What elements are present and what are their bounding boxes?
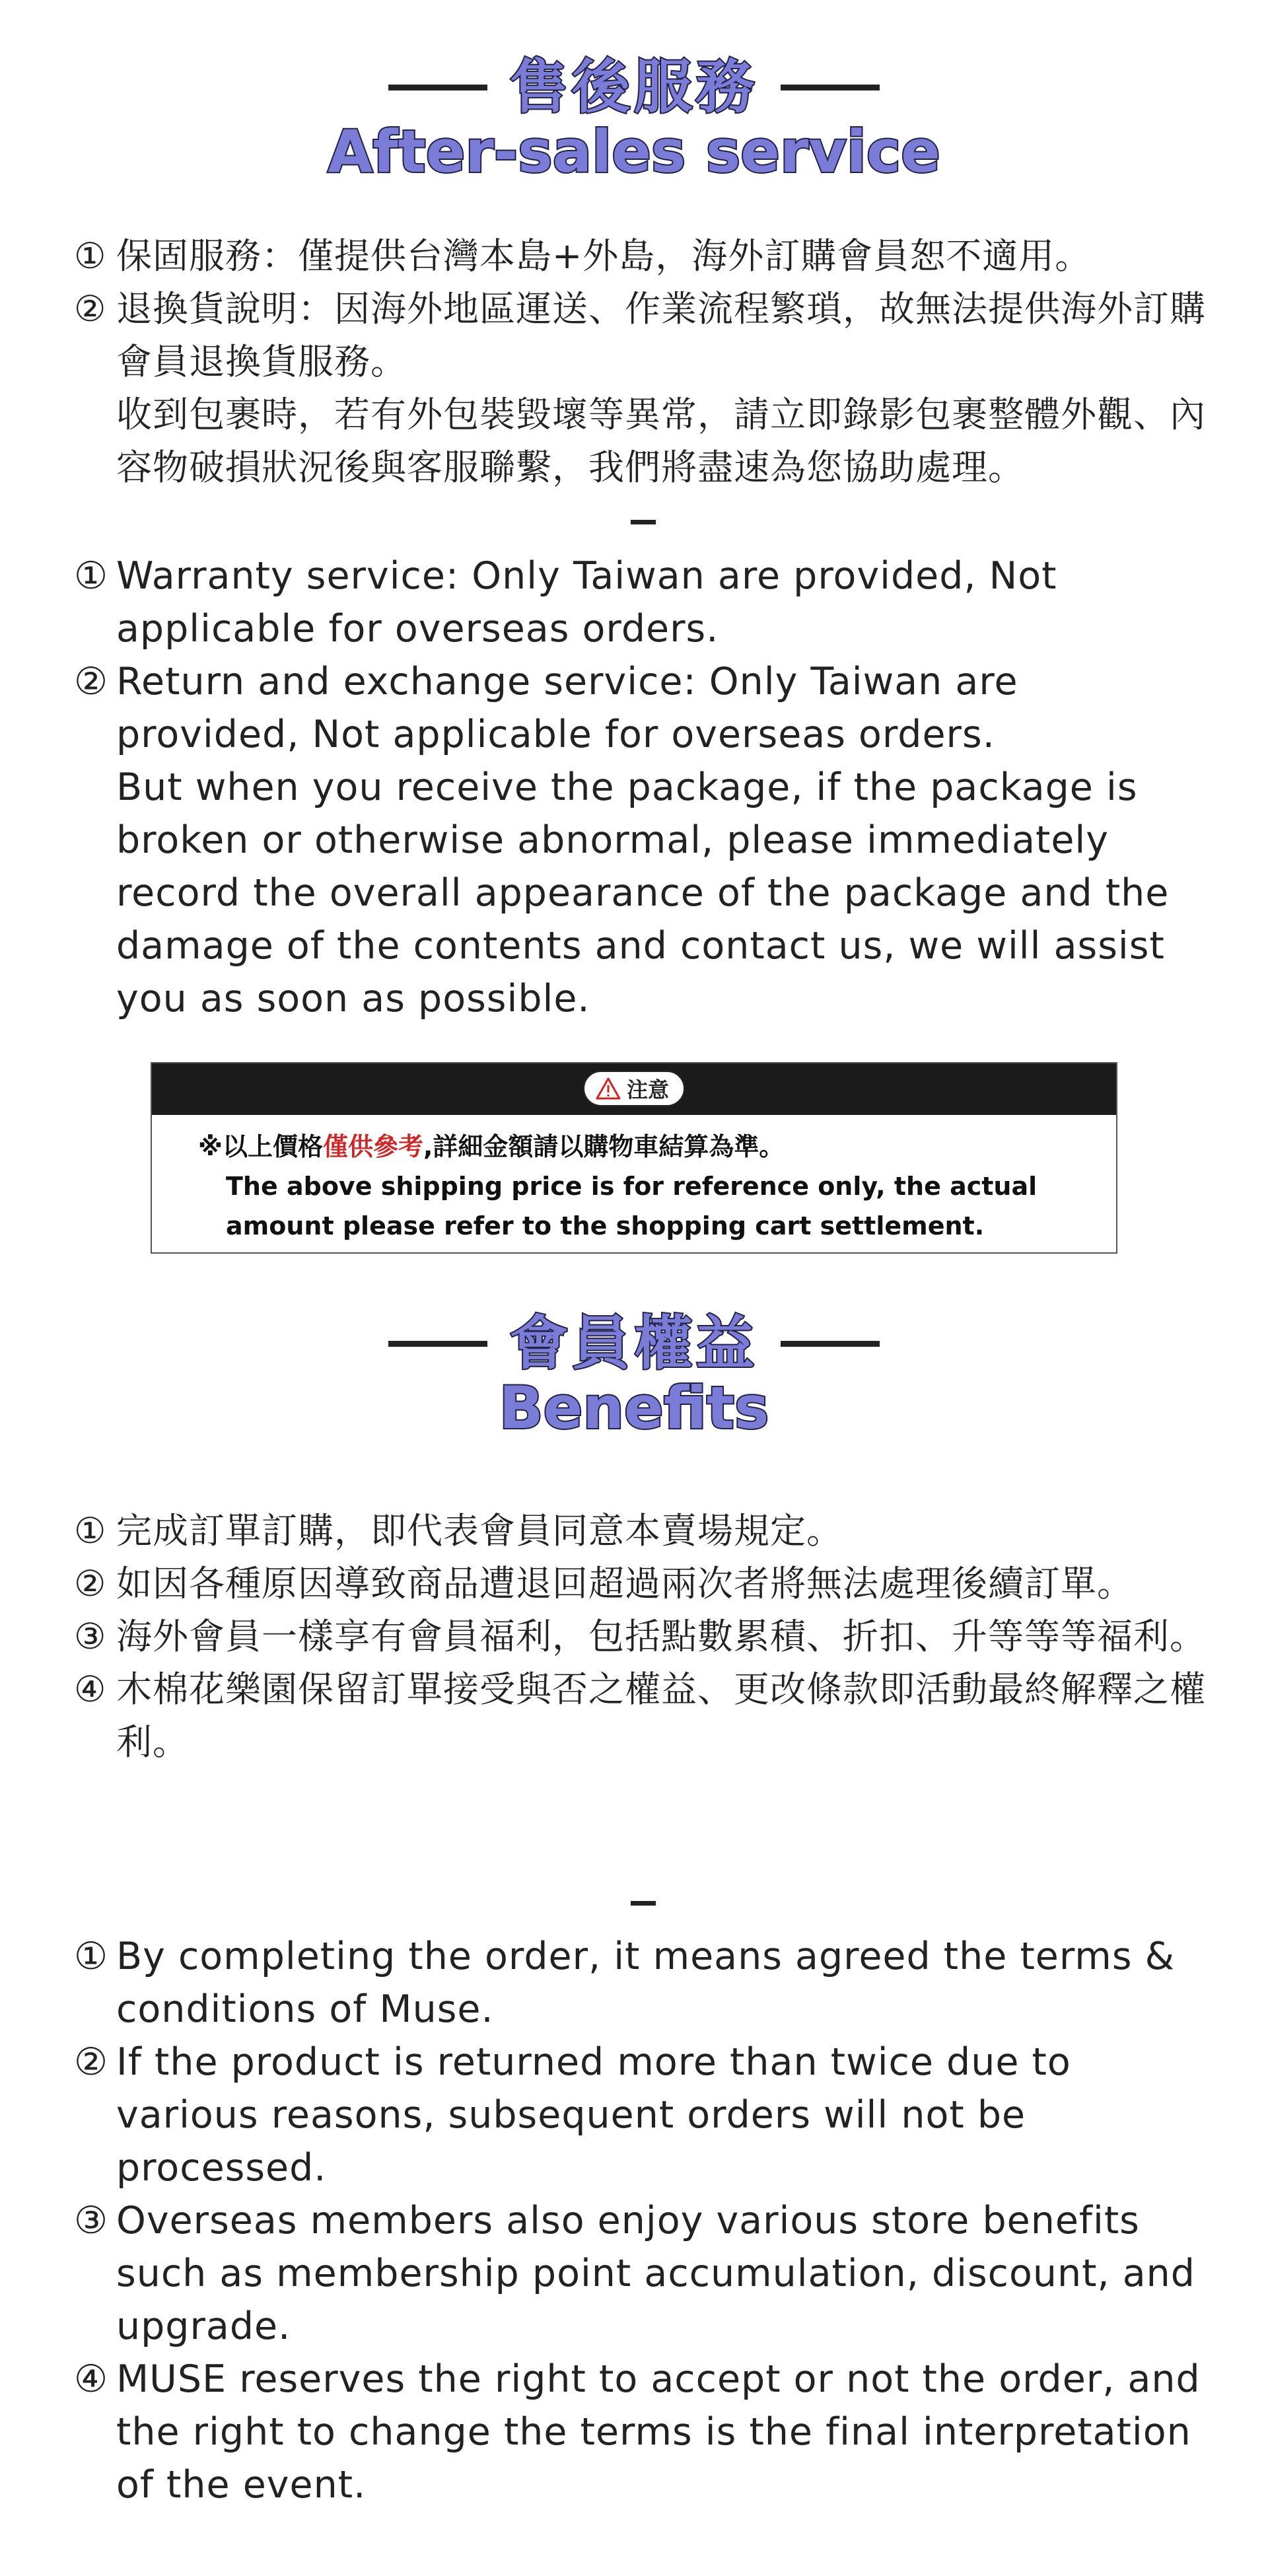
list-item <box>74 2353 1210 2511</box>
item-number: ① <box>74 554 109 598</box>
item-number: ② <box>74 660 109 703</box>
title-right-rule <box>781 1341 880 1347</box>
item-text: Warranty service: Only Taiwan are provided, Not applicable for overseas orders. <box>116 554 1057 651</box>
warning-icon <box>595 1077 621 1100</box>
after-sales-zh-list <box>74 230 1210 494</box>
list-item <box>74 230 1210 283</box>
notice-label: 注意 <box>626 1077 670 1102</box>
item-text: 退換貨說明：因海外地區運送、作業流程繁瑣，故無法提供海外訂購會員退換貨服務。 <box>116 288 1206 382</box>
notice-en-line-1: The above shipping price is for reference only, the actual <box>226 1172 1038 1201</box>
item-text: 保固服務：僅提供台灣本島+外島，海外訂購會員恕不適用。 <box>116 235 1092 277</box>
list-item <box>74 1610 1210 1663</box>
notice-en-line-2: amount please refer to the shopping cart settlement. <box>226 1211 985 1240</box>
separator-dash <box>631 1901 656 1906</box>
notice-zh-suffix: ,詳細金額請以購物車結算為準。 <box>423 1132 785 1161</box>
item-text: If the product is returned more than twice due to various reasons, subsequent orders will not be processed. <box>116 2040 1071 2190</box>
title-left-rule <box>388 85 487 90</box>
item-text: MUSE reserves the right to accept or not the order, and the right to change the terms is the final interpretation of the event. <box>116 2357 1201 2507</box>
notice-body <box>152 1115 1116 1246</box>
benefits-header <box>0 1309 1268 1442</box>
item-text: Return and exchange service: Only Taiwan are provided, Not applicable for overseas orders. <box>116 660 1018 756</box>
item-number: ② <box>74 1563 107 1604</box>
benefits-title-zh: 會員權益 <box>509 1309 758 1377</box>
item-text: 完成訂單訂購，即代表會員同意本賣場規定。 <box>116 1510 843 1552</box>
after-sales-title-zh: 售後服務 <box>509 53 758 121</box>
after-sales-title-en: After-sales service <box>328 118 940 186</box>
title-right-rule <box>781 85 880 90</box>
item-text: 海外會員一樣享有會員福利，包括點數累積、折扣、升等等等福利。 <box>116 1616 1206 1657</box>
title-left-rule <box>388 1341 487 1347</box>
notice-zh-prefix: ※以上價格 <box>198 1132 323 1161</box>
item-number: ④ <box>74 1668 107 1710</box>
item-text: 木棉花樂園保留訂單接受與否之權益、更改條款即活動最終解釋之權利。 <box>116 1668 1206 1763</box>
item-number: ② <box>74 288 107 330</box>
notice-zh-line <box>198 1127 1116 1166</box>
notice-badge <box>582 1070 686 1107</box>
list-item <box>74 283 1210 388</box>
item-text: Overseas members also enjoy various store benefits such as membership point accumulation, discount, and upgrade. <box>116 2199 1195 2348</box>
after-sales-en-list <box>74 550 1210 1025</box>
item-text: By completing the order, it means agreed the terms & conditions of Muse. <box>116 1935 1176 2031</box>
benefits-en-list <box>74 1930 1210 2511</box>
item-number: ② <box>74 2040 109 2084</box>
notice-box <box>151 1062 1117 1254</box>
benefits-zh-list <box>74 1505 1210 1769</box>
list-item <box>74 2194 1210 2353</box>
list-item <box>74 550 1210 655</box>
list-item <box>74 1663 1210 1769</box>
notice-header-bar <box>152 1063 1116 1115</box>
list-item <box>74 2036 1210 2194</box>
separator-dash <box>631 520 656 524</box>
after-sales-zh-note: 收到包裹時，若有外包裝毀壞等異常，請立即錄影包裹整體外觀、內容物破損狀況後與客服聯繫，我們將盡速為您協助處理。 <box>116 394 1206 488</box>
item-number: ① <box>74 235 107 277</box>
list-item <box>74 1505 1210 1557</box>
item-number: ③ <box>74 1616 107 1657</box>
item-number: ① <box>74 1510 107 1552</box>
list-item <box>74 655 1210 761</box>
item-number: ③ <box>74 2199 109 2242</box>
list-item <box>74 1930 1210 2036</box>
after-sales-header <box>0 53 1268 186</box>
item-text: 如因各種原因導致商品遭退回超過兩次者將無法處理後續訂單。 <box>116 1563 1133 1604</box>
notice-zh-highlight: 僅供參考 <box>322 1132 423 1161</box>
after-sales-en-note: But when you receive the package, if the package is broken or otherwise abnormal, please immediately record the overall appearance of the package and the damage of the contents and contact us, we will assist you as soon as possible. <box>116 766 1170 1020</box>
item-number: ④ <box>74 2357 109 2401</box>
item-number: ① <box>74 1935 109 1978</box>
benefits-title-en: Benefits <box>499 1374 769 1442</box>
list-item <box>74 1557 1210 1610</box>
